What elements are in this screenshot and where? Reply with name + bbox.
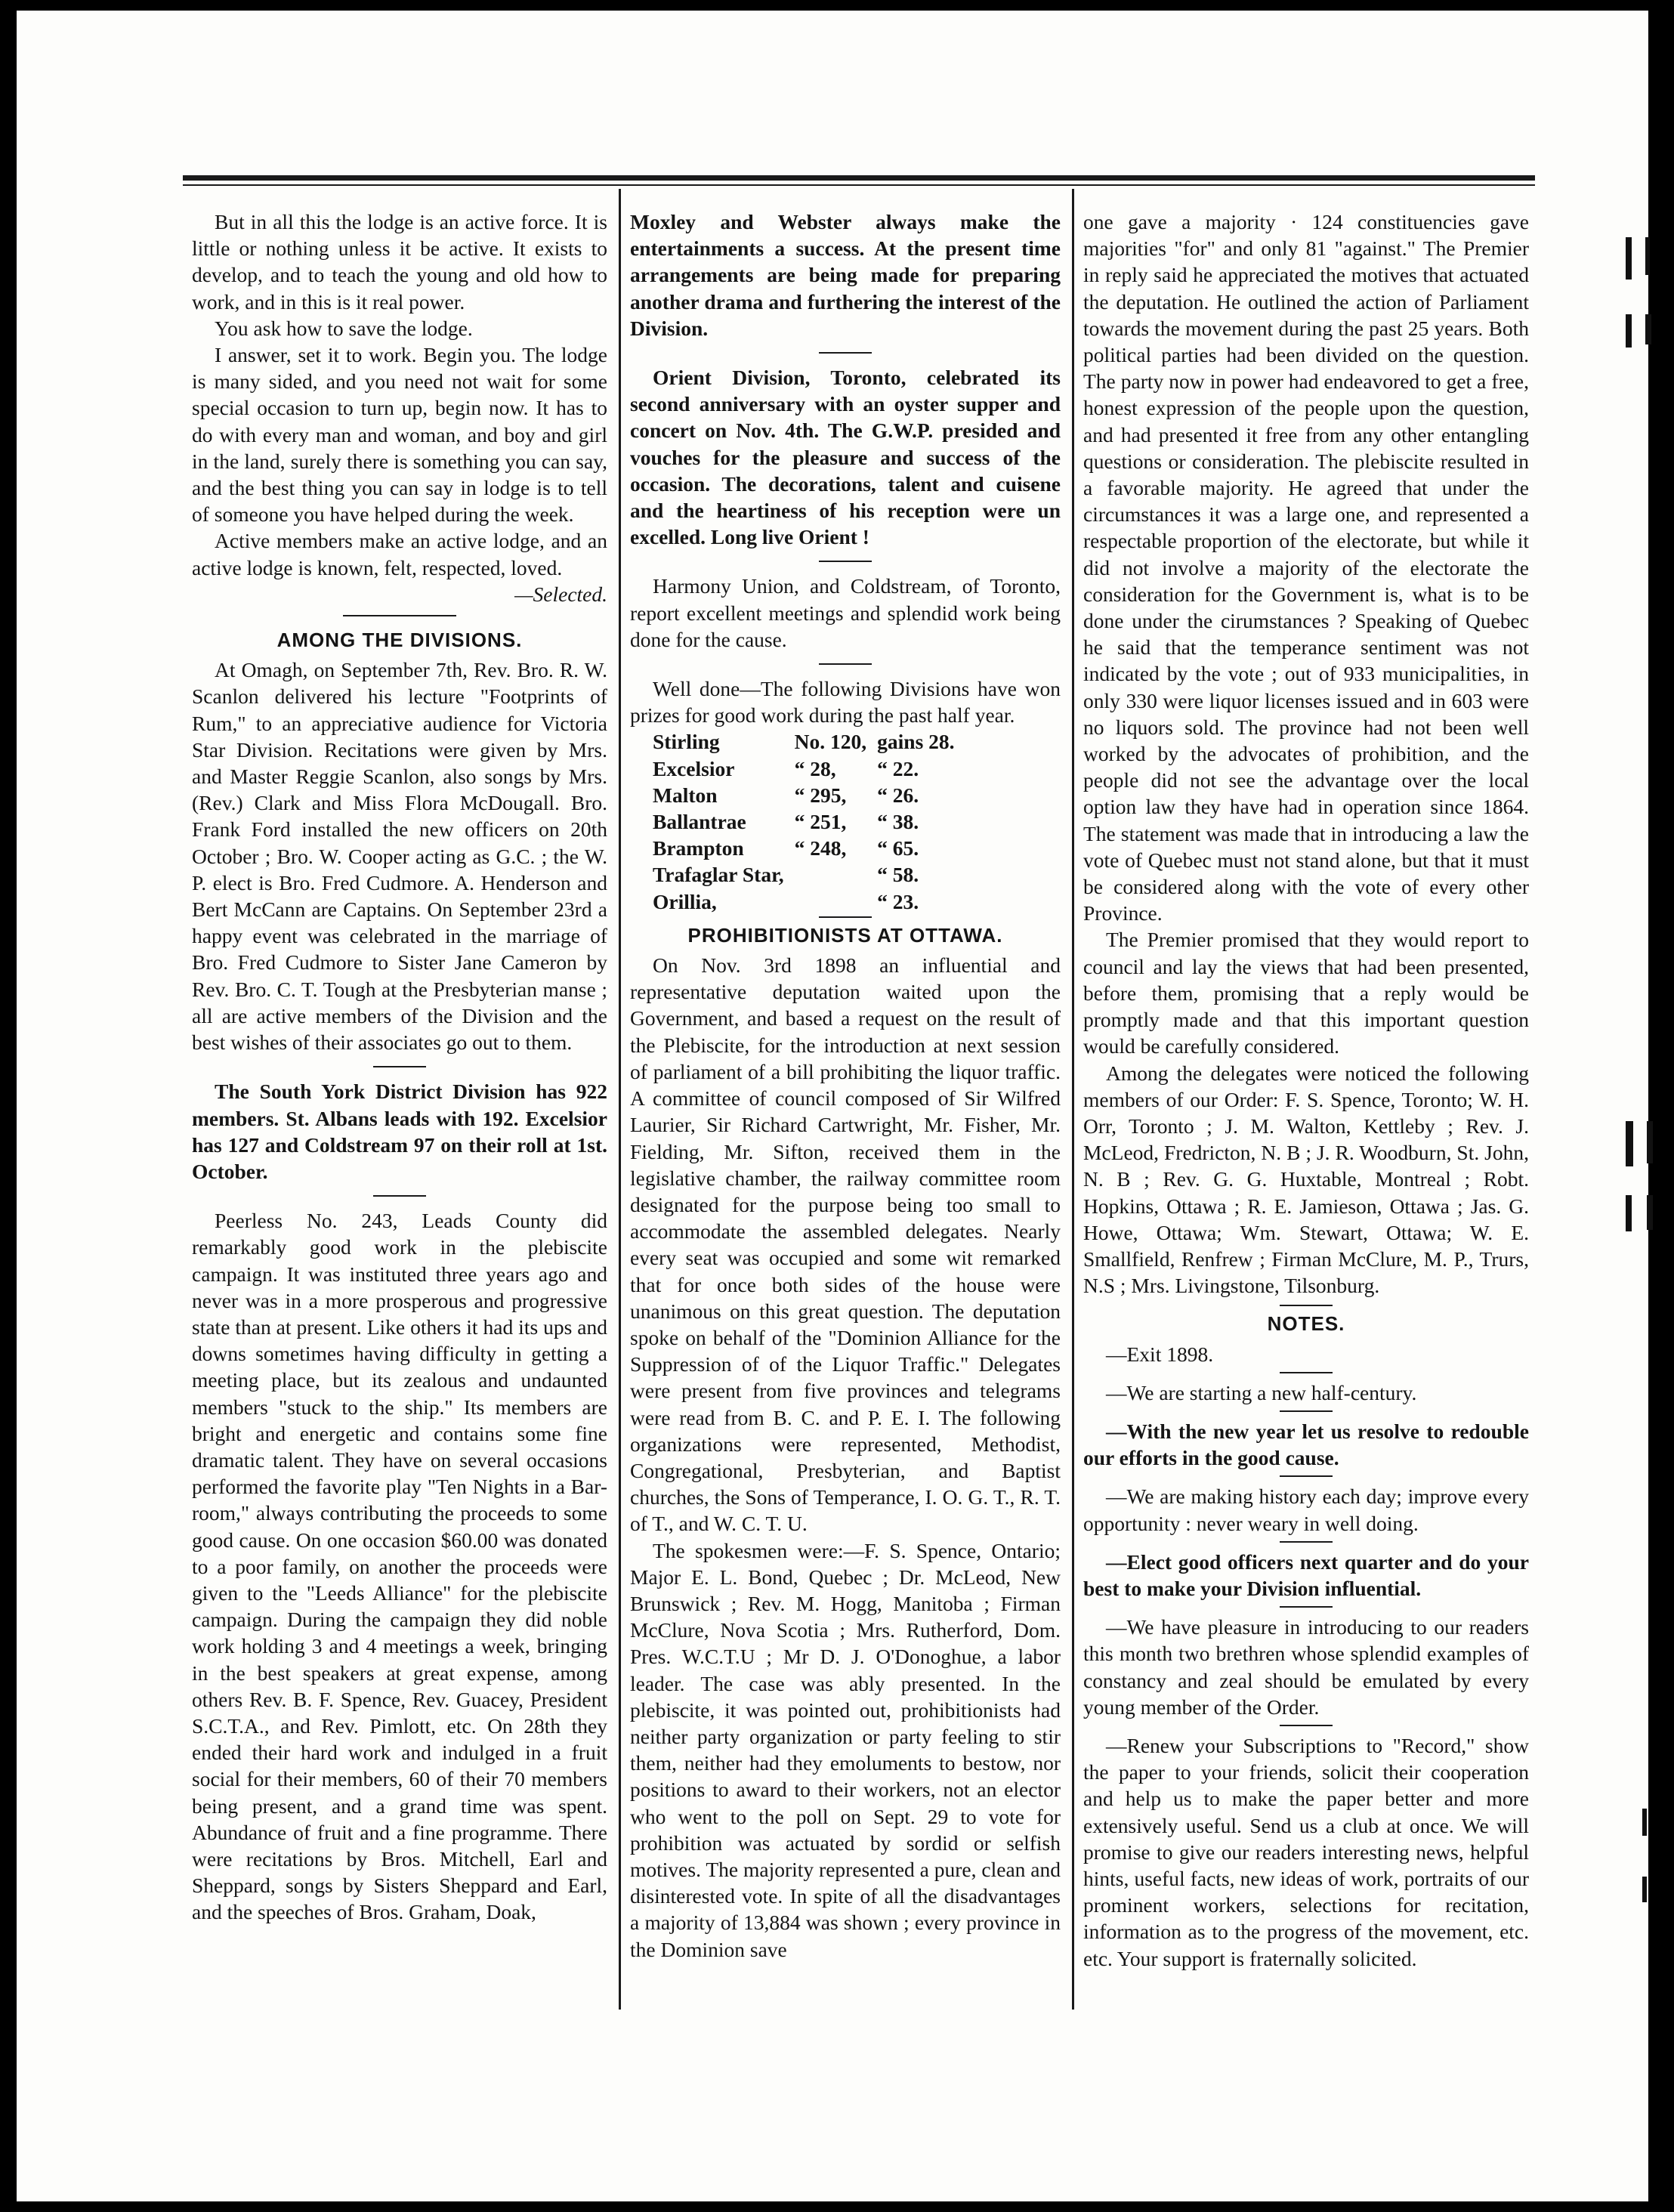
division-gains: gains 28. <box>877 730 955 754</box>
separator-rule <box>1280 1372 1333 1373</box>
division-number: “ 251, <box>794 810 847 834</box>
paragraph: one gave a majority · 124 constituencies gave majorities "for" and only 81 "against." The Premier in reply said he appreciated the motives that actuated the deputation. He outlined the action of Parliament towards the movement during the past 25 years. Both political parties had been divided on the question. The party now in power had endeavored to get a free, honest expression of the people upon the question, and had presented it free from any other entangling questions or consideration. The plebiscite resulted in a favorable majority. He agreed that under the circumstances it was a large one, and represented a respectable proportion of the electorate, but while it did not involve a majority of the electorate the consideration for the Government is, what is to be done under the cirumstances ? Speaking of Quebec he said that the temperance sentiment was not indicated by the vote ; out of 933 municipalities, in only 330 were liquor licenses issued and in 603 were no liquors sold. The province had not been well worked by the advocates of prohibition, and the people did not see the advantage over the local option law they have had in operation since 1864. The statement was made that in introducing a law the vote of Quebec must not stand alone, but that it must be considered along with the vote of every other Province. <box>1083 210 1529 925</box>
section-heading: PROHIBITIONISTS AT OTTAWA. <box>687 923 1003 947</box>
column-1 <box>192 209 607 2022</box>
division-number: No. 120, <box>794 730 867 754</box>
paragraph: Well done—The following Divisions have won prizes for good work during the past half year. <box>630 677 1061 728</box>
table-row <box>653 782 965 808</box>
separator-rule <box>1280 1475 1333 1477</box>
division-number: “ 248, <box>794 836 847 860</box>
paragraph: Peerless No. 243, Leads County did remarkably good work in the plebiscite campaign. It was instituted three years ago and never was in a more prosperous and progressive state than at present. Like others it had its ups and downs sometimes having difficulty in getting a meeting place, but its zealous and undaunted members "stuck to the ship." Its members are bright and energetic and contains some fine dramatic talent. They have on several occasions performed the favorite play "Ten Nights in a Bar-room," always contributing the proceeds to some good cause. On one occasion $60.00 was donated to a poor family, on another the proceeds were given to the "Leeds Alliance" for the plebiscite campaign. During the campaign they did noble work holding 3 and 4 meetings a week, bringing in the best speakers at great expense, among others Rev. B. F. Spence, Rev. Guacey, President S.C.T.A., and Rev. Pimlott, etc. On 28th they ended their hard work and indulged in a fruit social for their members, 60 of their 70 members being present, and a grand time was spent. Abundance of fruit and a fine programme. There were recitations by Bros. Mitchell, Earl and Sheppard, songs by Sisters Sheppard and Earl, and the speeches of Bros. Graham, Doak, <box>192 1209 607 1924</box>
division-name: Trafaglar Star, <box>653 863 784 887</box>
top-rule-thin <box>183 184 1535 186</box>
table-row <box>653 808 965 835</box>
division-gains: “ 58. <box>877 863 919 887</box>
division-number: “ 295, <box>794 783 847 807</box>
paragraph: Active members make an active lodge, and an active lodge is known, felt, respected, loved. <box>192 529 607 579</box>
section-heading: NOTES. <box>1267 1312 1345 1336</box>
paragraph: On Nov. 3rd 1898 an influential and representative deputation waited upon the Government, and based a request on the result of the Plebiscite, for the introduction at next session of parliament of a bill prohibiting the liquor traffic. A committee of council composed of Sir Wilfred Laurier, Sir Richard Cartwright, Mr. Fisher, Mr. Fielding, Mr. Sifton, received them in the legislative chamber, the railway committee room designated for the purpose being too small to accommodate the assembled delegates. Nearly every seat was occupied and some wit remarked that for once both sides of the house were unanimous on this great question. The deputation spoke on behalf of the "Dominion Alliance for the Suppression of of the Liquor Traffic." Delegates were present from five provinces and telegrams were read from B. C. and P. E. I. The following organizations were represented, Methodist, Congregational, Presbyterian, and Baptist churches, the Sons of Temperance, I. O. G. T., R. T. of T., and W. C. T. U. <box>630 953 1061 1536</box>
separator-rule <box>373 1066 426 1067</box>
paragraph: Orient Division, Toronto, celebrated its second anniversary with an oyster supper and concert on Nov. 4th. The G.W.P. presided and vouches for the pleasure and success of the occasion. The decorations, talent and cuisene and the heartiness of his reception were un excelled. Long live Orient ! <box>630 366 1061 549</box>
paragraph: The South York District Division has 922 members. St. Albans leads with 192. Excelsior has 127 and Coldstream 97 on their roll at 1st. October. <box>192 1080 607 1183</box>
separator-rule <box>1280 1410 1333 1412</box>
division-gains: “ 23. <box>877 889 919 913</box>
division-gains: “ 26. <box>877 783 919 807</box>
separator-rule <box>373 1195 426 1197</box>
division-name: Orillia, <box>653 889 717 913</box>
division-name: Ballantrae <box>653 810 746 834</box>
division-gains: “ 38. <box>877 810 919 834</box>
division-name: Brampton <box>653 836 744 860</box>
separator-rule <box>1280 1606 1333 1608</box>
column-3 <box>1083 209 1529 2022</box>
note-item: —We have pleasure in introducing to our readers this month two brethren whose splendid examples of constancy and zeal should be emulated by every young member of the Order. <box>1083 1615 1529 1719</box>
division-name: Malton <box>653 783 718 807</box>
paragraph: The Premier promised that they would report to council and lay the views that had been presented, before them, promising that a reply would be promptly made and that this important question would be carefully considered. <box>1083 928 1529 1058</box>
separator-rule <box>819 352 872 354</box>
paragraph: But in all this the lodge is an active force. It is little or nothing unless it be active. It exists to develop, and to teach the young and old how to work, and in this is it real power. <box>192 210 607 314</box>
division-number: “ 28, <box>794 756 836 780</box>
paragraph: Moxley and Webster always make the entertainments a success. At the present time arrangements are being made for preparing another drama and furthering the interest of the Division. <box>630 210 1061 340</box>
table-row <box>653 755 965 782</box>
column-divider-2 <box>1072 189 1074 2010</box>
prize-table <box>653 728 965 914</box>
division-gains: “ 22. <box>877 756 919 780</box>
division-gains: “ 65. <box>877 836 919 860</box>
separator-rule <box>819 561 872 562</box>
paragraph: Among the delegates were noticed the following members of our Order: F. S. Spence, Toronto; W. H. Orr, Toronto ; J. M. Walton, Kettleby ; Rev. J. McLeod, Fredricton, N. B ; J. R. Woodburn, St. John, N. B ; Rev. G. G. Huxtable, Montreal ; Robt. Hopkins, Ottawa ; R. E. Jamieson, Ottawa ; Jas. G. Howe, Ottawa; Wm. Stewart, Ottawa; W. E. Smallfield, Renfrew ; Firman McClure, M. P., Trurs, N.S ; Mrs. Livingstone, Tilsonburg. <box>1083 1061 1529 1298</box>
note-item: —Exit 1898. <box>1106 1342 1214 1366</box>
paragraph: The spokesmen were:—F. S. Spence, Ontario; Major E. L. Bond, Quebec ; Dr. McLeod, New Brunswick ; Rev. M. Hogg, Manitoba ; Firman McClure, Nova Scotia ; Mrs. Rutherford, Dom. Pres. W.C.T.U ; Mr D. J. O'Donoghue, a labor leader. The case was ably presented. In the plebiscite, it was pointed out, prohibitionists had neither party organization or party feeling to stir them, neither had they emoluments to bestow, nor positions to award to their workers, not an elector who went to the poll on Sept. 29 to vote for prohibition was actuated by sordid or selfish motives. The majority represented a pure, clean and disinterested vote. In spite of all the disadvantages a majority of 13,884 was shown ; every province in the Dominion save <box>630 1538 1061 1961</box>
note-item: —We are making history each day; improve every opportunity : never weary in well doing. <box>1083 1484 1529 1535</box>
newspaper-page <box>17 11 1648 2201</box>
table-row <box>653 835 965 861</box>
paragraph: At Omagh, on September 7th, Rev. Bro. R. W. Scanlon delivered his lecture "Footprints of Rum," to an appreciative audience for Victoria Star Division. Recitations were given by Mrs. and Master Reggie Scanlon, also songs by Mrs. (Rev.) Clark and Miss Flora McDougall. Bro. Frank Ford installed the new officers on 20th October ; Bro. W. Cooper acting as G.C. ; the W. P. elect is Bro. Fred Cudmore. A. Henderson and Bert McCann are Captains. On September 23rd a happy event was celebrated in the marriage of Bro. Fred Cudmore to Sister Jane Cameron by Rev. Bro. C. T. Tough at the Presbyterian manse ; all are active members of the Division and the best wishes of their associates go out to them. <box>192 658 607 1055</box>
division-number <box>795 861 878 888</box>
section-heading: AMONG THE DIVISIONS. <box>276 629 523 652</box>
separator-rule <box>1280 1305 1333 1306</box>
column-divider-1 <box>619 189 621 2010</box>
top-rule-thick <box>183 175 1535 181</box>
separator-rule <box>1280 1541 1333 1543</box>
table-row <box>653 728 965 755</box>
signature: —Selected. <box>514 582 607 606</box>
paragraph: I answer, set it to work. Begin you. The lodge is many sided, and you need not wait for some special occasion to turn up, begin now. It has to do with every man and woman, and boy and girl in the land, surely there is something you can say, and the best thing you can say in lodge is to tell of someone you have helped during the week. <box>192 343 607 527</box>
separator-rule <box>343 615 456 616</box>
note-item: —Renew your Subscriptions to "Record," show the paper to your friends, solicit their cooperation and help us to make the paper better and more extensively useful. Send us a club at once. We will promise to give our readers interesting news, helpful hints, useful facts, new ideas of work, portraits of our prominent workers, selections for recitation, information as to the progress of the movement, etc. etc. Your support is fraternally solicited. <box>1083 1733 1529 1970</box>
table-row <box>653 861 965 888</box>
table-row <box>653 888 965 915</box>
division-name: Excelsior <box>653 756 735 780</box>
division-number <box>795 888 878 915</box>
separator-rule <box>1280 1725 1333 1726</box>
separator-rule <box>819 916 872 918</box>
column-2 <box>630 209 1061 2022</box>
paragraph: You ask how to save the lodge. <box>215 316 473 340</box>
note-item: —We are starting a new half-century. <box>1106 1380 1417 1404</box>
note-item: —With the new year let us resolve to redouble our efforts in the good cause. <box>1083 1419 1529 1470</box>
separator-rule <box>819 663 872 665</box>
note-item: —Elect good officers next quarter and do your best to make your Division influential. <box>1083 1549 1529 1600</box>
division-name: Stirling <box>653 730 720 754</box>
paragraph: Harmony Union, and Coldstream, of Toronto, report excellent meetings and splendid work being done for the cause. <box>630 574 1061 651</box>
